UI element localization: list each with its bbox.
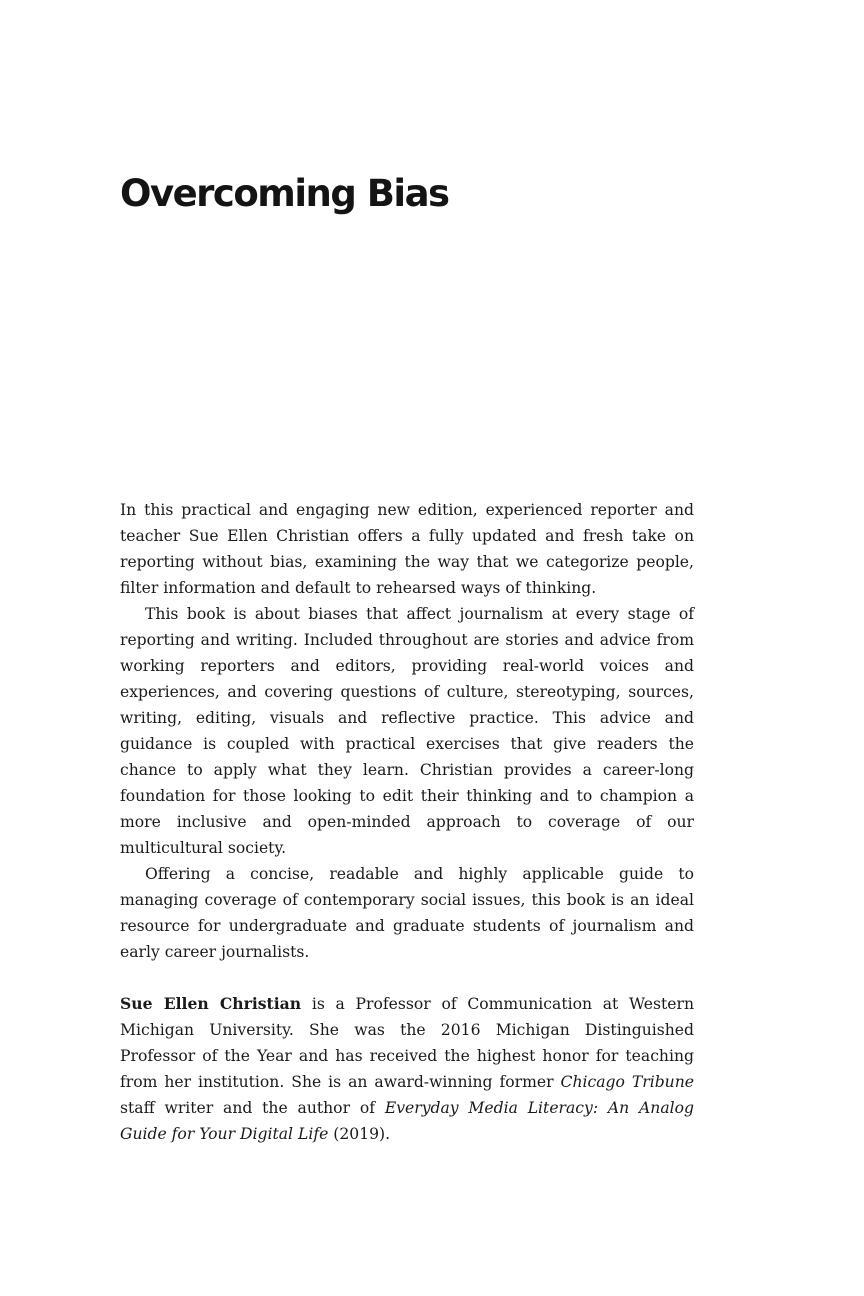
description-paragraph-2: This book is about biases that affect journalism at every stage of reporting and writing. Included throughout are stories and advice from working reporters and editors, providing real-world voices and experiences, and covering questions of culture, stereotyping, sources, writing, editing, visuals and reflective practice. This advice and guidance is coupled with practical exercises that give readers the chance to apply what they learn. Christian provides a career-long foundation for those looking to edit their thinking and to champion a more inclusive and open-minded approach to coverage of our multicultural society. <box>120 605 694 857</box>
book-title: Everyday Media Literacy: An Analog Guide for Your Digital Life <box>120 1099 694 1143</box>
page-title: Overcoming Bias <box>120 172 449 215</box>
author-bio-text-2: staff writer and the author of <box>120 1099 385 1117</box>
author-bio <box>120 991 694 1147</box>
author-bio-text-3: (2019). <box>328 1125 391 1143</box>
page-body <box>120 497 694 1147</box>
author-name: Sue Ellen Christian <box>120 994 302 1013</box>
description-paragraph-3: Offering a concise, readable and highly applicable guide to managing coverage of contemporary social issues, this book is an ideal resource for undergraduate and graduate students of journalism and early career journalists. <box>120 865 694 961</box>
author-bio-text-1: is a Professor of Communication at Western Michigan University. She was the 2016 Michigan Distinguished Professor of the Year and has received the highest honor for teaching from her institution. She is an award-winning former <box>120 995 694 1091</box>
publication-name: Chicago Tribune <box>560 1073 694 1091</box>
description-paragraph-1: In this practical and engaging new edition, experienced reporter and teacher Sue Ellen Christian offers a fully updated and fresh take on reporting without bias, examining the way that we categorize people, filter information and default to rehearsed ways of thinking. <box>120 501 694 597</box>
